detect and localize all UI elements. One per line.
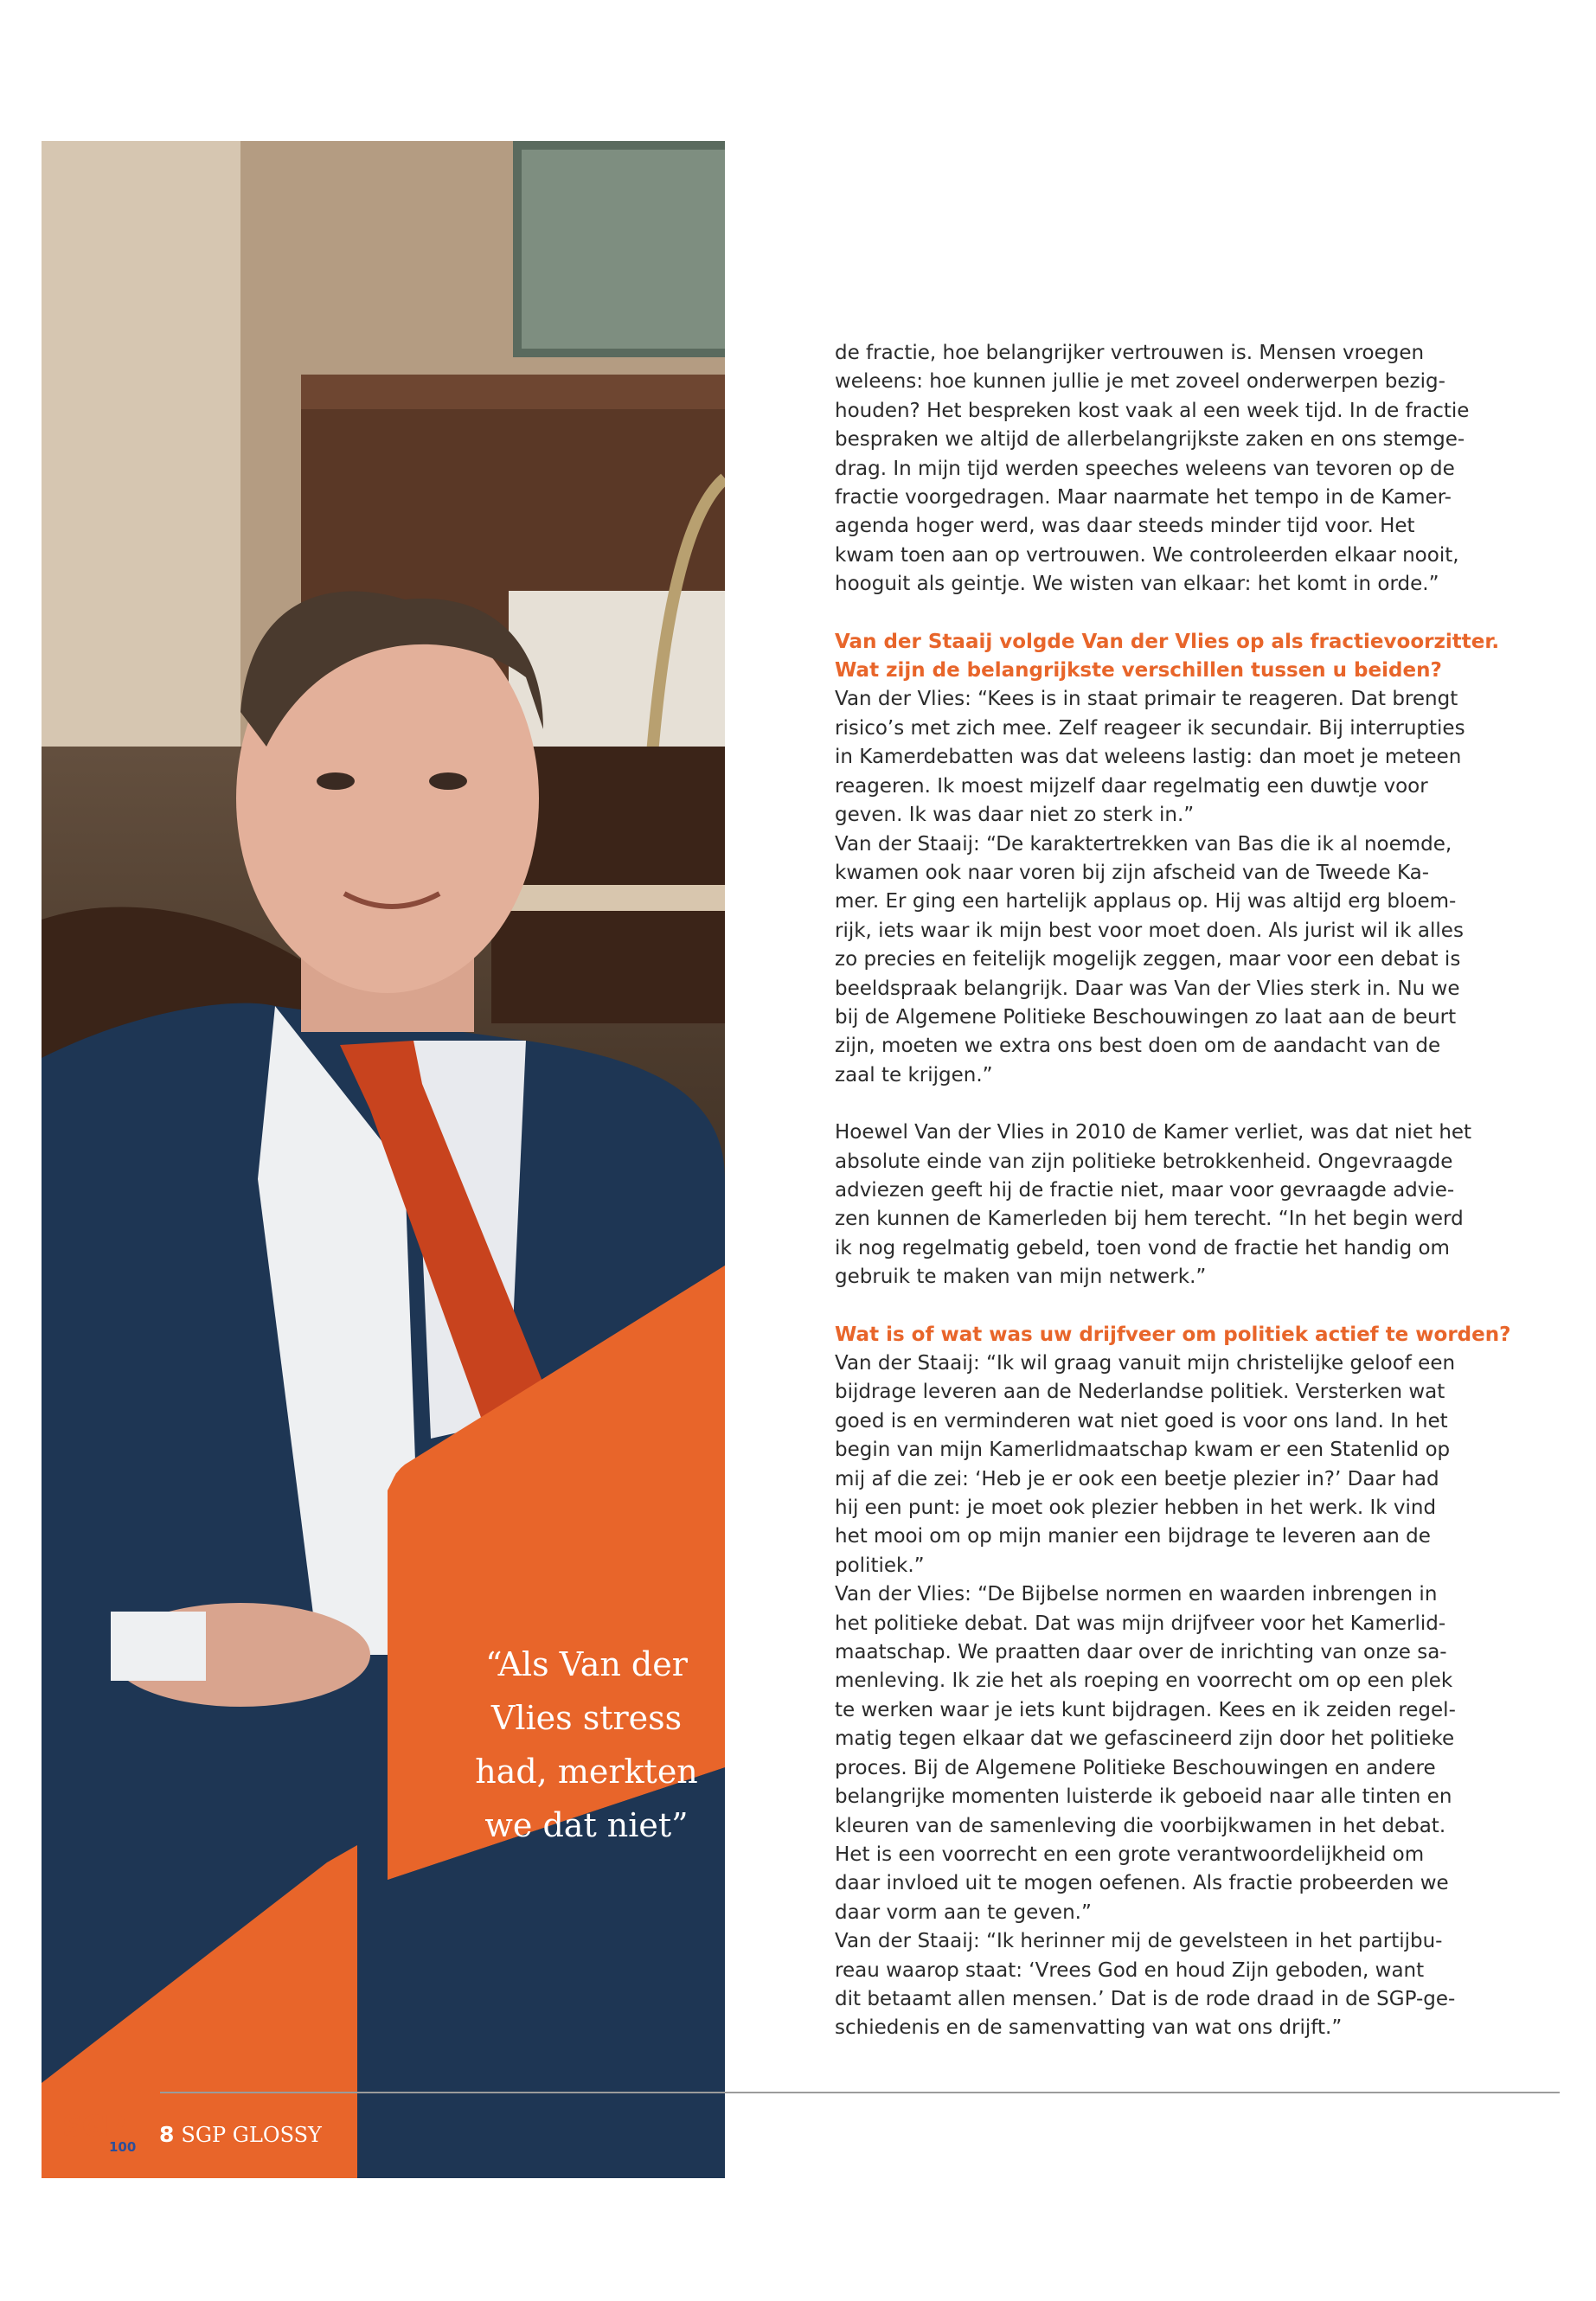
text-line: Van der Vlies: “Kees is in staat primair te reageren. Dat brengt (835, 688, 1458, 711)
text-line: maatschap. We praatten daar over de inrichting van onze sa- (835, 1641, 1447, 1664)
text-line: dit betaamt allen mensen.’ Dat is de rode draad in de SGP-ge- (835, 1987, 1456, 2010)
text-line: Wat zijn de belangrijkste verschillen tussen u beiden? (835, 659, 1442, 683)
sgp-100-logo (62, 2111, 140, 2154)
text-line: goed is en verminderen wat niet goed is voor ons land. In het (835, 1409, 1448, 1433)
text-line: Van der Vlies: “De Bijbelse normen en waarden inbrengen in (835, 1583, 1438, 1606)
text-line: zaal te krijgen.” (835, 1063, 993, 1086)
footer-rule (160, 2092, 1560, 2093)
pull-quote-line: we dat niet” (484, 1806, 689, 1844)
text-line: bij de Algemene Politieke Beschouwingen zo laat aan de beurt (835, 1005, 1457, 1029)
text-line: belangrijke momenten luisterde ik geboeid naar alle tinten en (835, 1785, 1452, 1809)
text-line: geven. Ik was daar niet zo sterk in.” (835, 804, 1195, 827)
question-heading (835, 1321, 1511, 1349)
text-line: daar vorm aan te geven.” (835, 1900, 1092, 1924)
pull-quote-line: had, merkten (475, 1753, 698, 1791)
text-line: absolute einde van zijn politieke betrokkenheid. Ongevraagde (835, 1150, 1453, 1173)
text-line: te werken waar je iets kunt bijdragen. Kees en ik zeiden regel- (835, 1698, 1456, 1721)
text-line: risico’s met zich mee. Zelf reageer ik secundair. Bij interrupties (835, 716, 1465, 740)
logo-text: SGP (62, 2109, 125, 2143)
text-line: mer. Er ging een hartelijk applaus op. Hij was altijd erg bloem- (835, 890, 1457, 913)
text-line: daar invloed uit te mogen oefenen. Als fractie probeerden we (835, 1872, 1449, 1895)
text-line: reau waarop staat: ‘Vrees God en houd Zijn geboden, want (835, 1958, 1425, 1982)
article-body (835, 339, 1511, 2043)
text-line: beeldspraak belangrijk. Daar was Van der Vlies sterk in. Nu we (835, 977, 1460, 1000)
text-line: rijk, iets waar ik mijn best voor moet doen. Als jurist wil ik alles (835, 919, 1464, 942)
text-line: kleuren van de samenleving die voorbijkwamen in het debat. (835, 1814, 1446, 1837)
text-line: bespraken we altijd de allerbelangrijkste zaken en ons stemge- (835, 428, 1465, 452)
text-line: zijn, moeten we extra ons best doen om de aandacht van de (835, 1035, 1441, 1058)
text-line: menleving. Ik zie het als roeping en voorrecht om op een plek (835, 1670, 1453, 1693)
text-line: Van der Staaij: “Ik wil graag vanuit mijn christelijke geloof een (835, 1352, 1456, 1375)
text-line: proces. Bij de Algemene Politieke Beschouwingen en andere (835, 1756, 1436, 1779)
portrait-photo (42, 141, 725, 2178)
text-line: zen kunnen de Kamerleden bij hem terecht. “In het begin werd (835, 1208, 1464, 1231)
question-heading (835, 628, 1500, 686)
text-line: hooguit als geintje. We wisten van elkaar: het komt in orde.” (835, 573, 1439, 596)
text-line: bijdrage leveren aan de Nederlandse politiek. Versterken wat (835, 1381, 1445, 1404)
page-number: 8 (159, 2122, 175, 2147)
text-line: kwamen ook naar voren bij zijn afscheid van de Tweede Ka- (835, 861, 1430, 884)
text-line: zo precies en feitelijk mogelijk zeggen, maar voor een debat is (835, 948, 1461, 971)
text-line: Van der Staaij: “De karaktertrekken van Bas die ik al noemde, (835, 832, 1452, 856)
publication-name: SGP GLOSSY (181, 2123, 322, 2147)
text-line: houden? Het bespreken kost vaak al een week tijd. In de fractie (835, 399, 1470, 422)
answer-paragraph (835, 685, 1479, 1090)
text-line: het mooi om op mijn manier een bijdrage te leveren aan de (835, 1525, 1431, 1548)
logo-number: 100 (109, 2139, 137, 2155)
paragraph-intro (835, 339, 1479, 599)
text-line: hij een punt: je moet ook plezier hebben in het werk. Ik vind (835, 1497, 1437, 1520)
text-line: reageren. Ik moest mijzelf daar regelmatig een duwtje voor (835, 774, 1428, 798)
text-line: weleens: hoe kunnen jullie je met zoveel onderwerpen bezig- (835, 370, 1445, 394)
text-line: gebruik te maken van mijn netwerk.” (835, 1266, 1207, 1289)
portrait-illustration (42, 141, 725, 2178)
pull-quote-line: “Als Van der (485, 1645, 688, 1683)
text-line: politiek.” (835, 1554, 925, 1577)
text-line: begin van mijn Kamerlidmaatschap kwam er een Statenlid op (835, 1439, 1451, 1462)
text-line: agenda hoger werd, was daar steeds minder tijd voor. Het (835, 515, 1415, 538)
pull-quote (448, 1638, 725, 1852)
text-line: Wat is of wat was uw drijfveer om politiek actief te worden? (835, 1323, 1511, 1346)
answer-paragraph (835, 1349, 1479, 2043)
text-line: Van der Staaij volgde Van der Vlies op als fractievoorzitter. (835, 630, 1500, 653)
text-line: fractie voorgedragen. Maar naarmate het tempo in de Kamer- (835, 486, 1452, 510)
pull-quote-line: Vlies stress (490, 1699, 683, 1737)
text-line: Hoewel Van der Vlies in 2010 de Kamer verliet, was dat niet het (835, 1121, 1472, 1144)
text-line: Het is een voorrecht en een grote verantwoordelijkheid om (835, 1843, 1425, 1866)
text-line: het politieke debat. Dat was mijn drijfveer voor het Kamerlid- (835, 1612, 1446, 1635)
text-line: adviezen geeft hij de fractie niet, maar voor gevraagde advie- (835, 1178, 1455, 1202)
text-line: schiedenis en de samenvatting van wat ons drijft.” (835, 2016, 1343, 2040)
text-line: kwam toen aan op vertrouwen. We controleerden elkaar nooit, (835, 543, 1459, 567)
text-line: in Kamerdebatten was dat weleens lastig: dan moet je meteen (835, 746, 1462, 769)
text-line: ik nog regelmatig gebeld, toen vond de fractie het handig om (835, 1236, 1450, 1259)
text-line: Van der Staaij: “Ik herinner mij de gevelsteen in het partijbu- (835, 1930, 1443, 1953)
text-line: drag. In mijn tijd werden speeches weleens van tevoren op de (835, 457, 1455, 480)
text-line: mij af die zei: ‘Heb je er ook een beetje plezier in?’ Daar had (835, 1467, 1439, 1490)
paragraph-involvement (835, 1118, 1479, 1292)
page-footer (159, 2122, 322, 2147)
text-line: matig tegen elkaar dat we gefascineerd zijn door het politieke (835, 1727, 1455, 1751)
text-line: de fractie, hoe belangrijker vertrouwen is. Mensen vroegen (835, 342, 1425, 364)
